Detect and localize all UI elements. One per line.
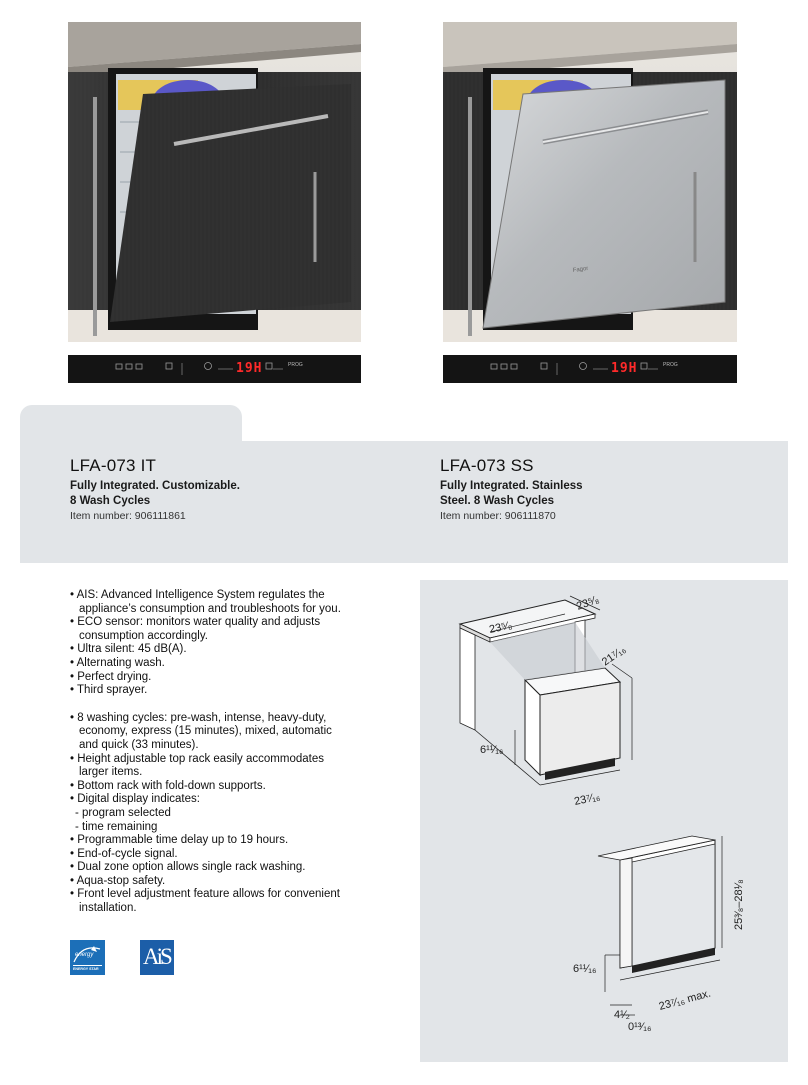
list-subitem: - time remaining	[75, 820, 158, 833]
product-photo-stainless	[443, 22, 737, 342]
ais-logo: AiS	[140, 940, 174, 975]
display-readout: 19H	[236, 361, 263, 376]
svg-text:Fagor: Fagor	[572, 265, 589, 274]
dim-toe-height: 6¹¹⁄₁₆	[480, 744, 504, 756]
product-photo-integrated	[68, 22, 361, 342]
energy-star-logo: energy ENERGY STAR	[70, 940, 105, 975]
dim-toe-height: 6¹¹⁄₁₆	[573, 963, 597, 975]
control-panel-integrated	[68, 355, 361, 383]
item-number: Item number: 906111870	[440, 510, 556, 522]
display-readout: 19H	[611, 361, 638, 376]
dim-offset-a: 4¹⁄₂	[614, 1009, 630, 1021]
list-item: • Front level adjustment feature allows for convenient installation.	[70, 888, 340, 915]
model-description: Fully Integrated. Stainless Steel. 8 Wash Cycles	[440, 480, 583, 507]
list-item: • Third sprayer.	[70, 684, 148, 697]
model-block-stainless	[440, 456, 590, 522]
dim-counter-width: 23⁵⁄₈	[574, 593, 601, 613]
model-block-integrated	[70, 456, 240, 522]
list-item: • Aqua-stop safety.	[70, 874, 166, 887]
dim-opening-width: 23⁵⁄₈	[488, 619, 514, 636]
list-item: • Perfect drying.	[70, 670, 152, 683]
list-subitem: - program selected	[75, 806, 171, 819]
list-item: • Programmable time delay up to 19 hours.	[70, 834, 289, 847]
dim-depth: 21⁷⁄₁₆	[599, 643, 629, 669]
list-item: • End-of-cycle signal.	[70, 847, 178, 860]
prog-label: PROG	[288, 362, 303, 368]
control-panel-stainless	[443, 355, 737, 383]
item-number: Item number: 906111861	[70, 510, 186, 522]
list-item: • AIS: Advanced Intelligence System regulates the appliance’s consumption and troubleshoots for you.	[70, 589, 341, 615]
dim-offset-b: 0¹³⁄₁₆	[628, 1021, 652, 1033]
list-item: • Dual zone option allows single rack washing.	[70, 861, 306, 874]
model-description: Fully Integrated. Customizable. 8 Wash Cycles	[70, 480, 240, 507]
prog-label: PROG	[663, 362, 678, 368]
feature-list	[70, 589, 352, 916]
dim-width-max: 23⁷⁄₁₆ max.	[657, 987, 713, 1013]
dim-height-range: 25³⁄₈–28¹⁄₈	[733, 879, 745, 930]
list-item: • Alternating wash.	[70, 656, 165, 669]
dim-unit-width: 23⁷⁄₁₆	[573, 790, 602, 808]
model-name: LFA-073 IT	[70, 456, 157, 475]
spec-tab	[20, 405, 242, 445]
list-item: • Ultra silent: 45 dB(A).	[70, 643, 187, 656]
list-item: • ECO sensor: monitors water quality and adjusts consumption accordingly.	[70, 616, 321, 642]
model-name: LFA-073 SS	[440, 456, 534, 475]
list-item: • Bottom rack with fold-down supports.	[70, 779, 266, 792]
list-item: • Height adjustable top rack easily accommodates larger items.	[70, 752, 324, 779]
dimension-diagram-cabinet	[420, 580, 788, 830]
dimension-diagram-panel	[420, 830, 788, 1062]
list-item: • 8 washing cycles: pre-wash, intense, heavy-duty, economy, express (15 minutes), mixed, automatic and quick (33 minutes).	[70, 711, 332, 751]
list-item: • Digital display indicates:	[70, 793, 200, 806]
